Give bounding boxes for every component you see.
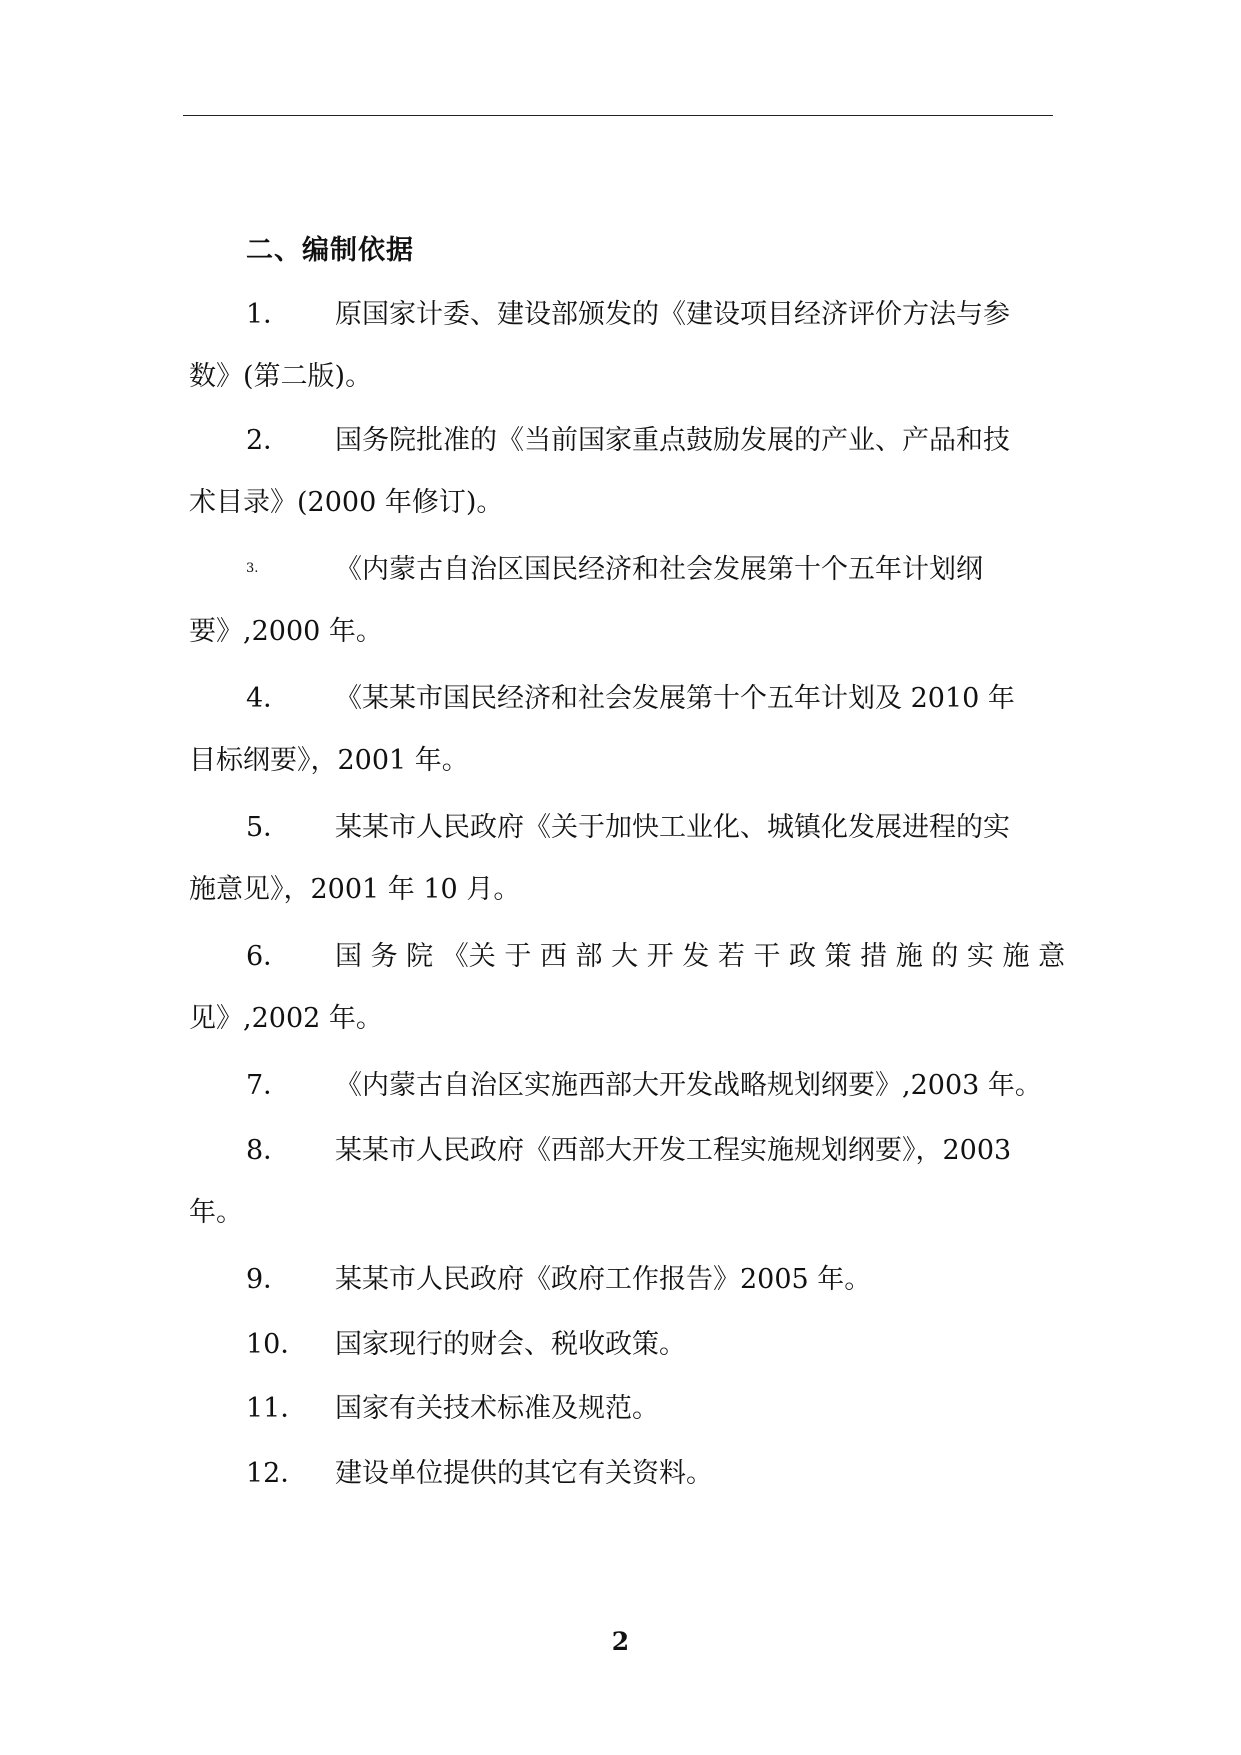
item-number: 4． (246, 683, 291, 714)
item-text-line: 年。 (189, 1197, 243, 1228)
item-text-line: 术目录》(2000 年修订)。 (189, 487, 504, 518)
item-text-line: 某某市人民政府《关于加快工业化、城镇化发展进程的实 (335, 812, 1010, 843)
item-text-line: 国务院批准的《当前国家重点鼓励发展的产业、产品和技 (335, 425, 1010, 456)
item-number: 2． (246, 425, 291, 456)
item-number: 1． (246, 299, 291, 330)
item-text-line: 要》,2000 年。 (189, 616, 383, 647)
item-number: 3. (246, 561, 259, 576)
item-number: 6． (246, 941, 291, 972)
item-text-line: 施意见》，2001 年 10 月。 (189, 874, 521, 905)
item-text-line: 国家有关技术标准及规范。 (335, 1393, 659, 1424)
item-text-line: 见》,2002 年。 (189, 1003, 383, 1034)
item-text-line: 数》(第二版)。 (189, 361, 373, 392)
item-number: 12． (246, 1458, 308, 1489)
item-text-line: 目标纲要》，2001 年。 (189, 745, 469, 776)
item-number: 5． (246, 812, 291, 843)
item-number: 7． (246, 1070, 291, 1101)
item-text-line: 《内蒙古自治区国民经济和社会发展第十个五年计划纲 (335, 554, 983, 585)
item-number: 8． (246, 1135, 291, 1166)
page-number: 2 (611, 1627, 630, 1656)
item-number: 10． (246, 1329, 308, 1360)
item-text-line: 原国家计委、建设部颁发的《建设项目经济评价方法与参 (335, 299, 1010, 330)
section-heading: 二、编制依据 (246, 235, 414, 266)
item-text-line: 国家现行的财会、税收政策。 (335, 1329, 686, 1360)
item-text-line: 某某市人民政府《政府工作报告》2005 年。 (335, 1264, 872, 1295)
item-text-line: 国 务 院 《关 于 西 部 大 开 发 若 干 政 策 措 施 的 实 施 意 (335, 941, 1066, 972)
item-number: 9． (246, 1264, 291, 1295)
item-text-line: 《内蒙古自治区实施西部大开发战略规划纲要》,2003 年。 (335, 1070, 1042, 1101)
item-text-line: 某某市人民政府《西部大开发工程实施规划纲要》，2003 (335, 1135, 1012, 1166)
item-text-line: 《某某市国民经济和社会发展第十个五年计划及 2010 年 (335, 683, 1015, 714)
header-rule (183, 115, 1053, 116)
item-text-line: 建设单位提供的其它有关资料。 (335, 1458, 713, 1489)
item-number: 11． (246, 1393, 308, 1424)
